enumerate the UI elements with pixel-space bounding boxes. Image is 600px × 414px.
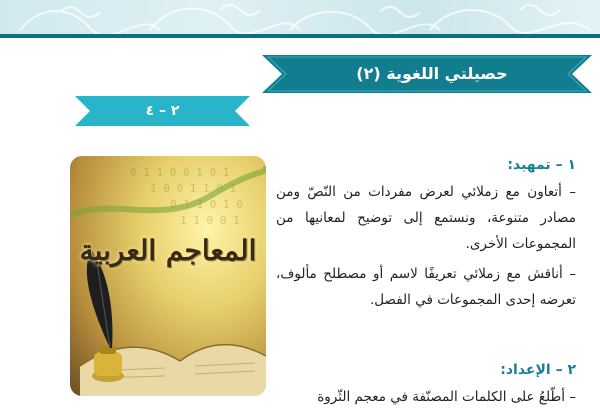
arabesque-pattern <box>0 0 600 36</box>
svg-text:1 0 0 1 1 0 1: 1 0 0 1 1 0 1 <box>150 182 237 195</box>
section-heading-intro: ١ – تمهيد: <box>507 157 576 173</box>
main-content <box>276 155 576 317</box>
title-ribbon <box>262 55 592 93</box>
paragraph-preparation-1: – أطّلعُ على الكلمات المصنّفة في معجم الثّروة <box>317 389 576 405</box>
svg-text:0 1 1 0 1 0: 0 1 1 0 1 0 <box>170 198 243 211</box>
lesson-number-ribbon <box>75 96 250 126</box>
banner-divider-line <box>0 34 600 38</box>
book-cover-illustration <box>70 156 266 396</box>
section-heading-preparation: ٢ – الإعداد: <box>500 362 576 378</box>
cover-title: المعاجم العربية <box>79 234 257 267</box>
paragraph-intro-1: – أتعاون مع زملائي لعرض مفردات من النّصّ ومن مصادر متنوعة، ونستمع إلى توضيح لمعانيها من المجموعات الأخرى. <box>276 184 576 252</box>
svg-text:1 1 0 0 1: 1 1 0 0 1 <box>180 214 240 227</box>
lesson-number: ٢ – ٤ <box>145 103 180 119</box>
svg-text:0 1 1 0 0 1 0 1: 0 1 1 0 0 1 0 1 <box>130 166 230 179</box>
top-decorative-banner <box>0 0 600 36</box>
page-title: حصيلتي اللغوية (٢) <box>356 64 508 83</box>
book-quill-inkwell-icon <box>70 156 266 396</box>
paragraph-intro-2: – أناقش مع زملائي تعريفًا لاسم أو مصطلح مألوف، تعرضه إحدى المجموعات في الفصل. <box>276 266 576 308</box>
section-preparation <box>276 360 576 414</box>
